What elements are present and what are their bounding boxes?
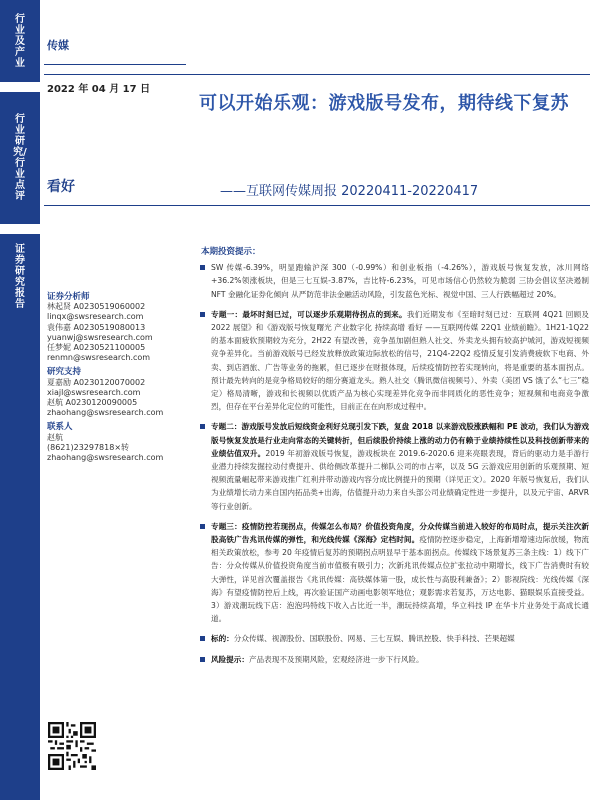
bullet-text: 产品表现不及预期风险，宏观经济进一步下行风险。 <box>248 654 424 664</box>
sidebar-block-industry <box>0 0 40 82</box>
contact-line: zhaohang@swsresearch.com <box>47 453 164 463</box>
sidebar-label-research: 行业研究/行业点评 <box>13 114 27 202</box>
left-sidebar <box>0 0 40 800</box>
contact-line: (8621)23297818×转 <box>47 442 130 452</box>
analyst-line: renmn@swsresearch.com <box>47 353 151 363</box>
divider-industry <box>44 64 186 65</box>
summary-bullet-risk <box>199 653 589 666</box>
summary-bullet-targets <box>199 632 589 645</box>
bullet-lead: 标的： <box>211 634 234 644</box>
sidebar-label-report: 证券研究报告 <box>15 244 25 310</box>
support-line: 赵航 A0230120090005 <box>47 398 138 408</box>
support-line: 夏嘉励 A0230120070002 <box>47 377 146 387</box>
bullet-text: 疫情防控逐步稳定，上海新增增速边际放缓，物流相关政策放松，参考 20 年疫情后复苏的预期拐点明显早于基本面拐点。传媒线下场景复苏三条主线：1）线下广告：分众传媒从价值投资角度当前市值极有吸引力；次新兆讯传媒点位扩张拉动中期增长，线下广告消费时有较大弹性，详见首次覆盖报告《兆讯传媒：高铁媒体第一股，成长性与高股利兼备》；2）影视院线：光线传媒《深海》有望疫情防控后上线，再次验证国产动画电影领军地位；观影需求若复苏，万达电影、猫眼娱乐直接受益。3）游戏潮玩线下店：泡泡玛特线下收入占比近一半，潮玩持续高增，华立科技 IP 在华卡片业务处于高成长通道。 <box>211 535 590 624</box>
support-line: xiajl@swsresearch.com <box>47 387 141 397</box>
analyst-line: 任梦妮 A0230521100005 <box>47 343 146 353</box>
rating-label: 看好 <box>47 179 75 195</box>
contact-heading: 联系人 <box>47 422 73 433</box>
summary-bullet-market <box>199 261 589 301</box>
summary-bullet-topic3 <box>199 520 589 626</box>
industry-label: 传媒 <box>47 39 69 52</box>
sidebar-label-industry: 行业及产业 <box>15 13 25 69</box>
support-heading: 研究支持 <box>47 367 82 378</box>
bullet-lead: 专题三：疫情防控若现拐点，传媒怎么布局？价值投资角度，分众传媒当前进入较好的布局时点，提示关注次新股高铁广告兆讯传媒的弹性，和光线传媒《深海》定档时间。 <box>211 521 589 545</box>
divider-header-bottom <box>44 205 590 206</box>
summary-bullet-topic2 <box>199 420 589 512</box>
investment-summary <box>199 246 589 673</box>
analyst-line: 林起贤 A0230519060002 <box>47 302 146 312</box>
bullet-text: 我们近期发布《至暗时刻已过：互联网 4Q21 回顾及 2022 展望》和《游戏版号恢复曙光 产业数字化 持续高增 看好 ——互联网传媒 22Q1 业绩前瞻》。1H21-1Q22 的基本面疲软预期较为充分，2H22 有望改善，竞争虽加剧但熟人社交、外卖龙头拥有较高护城河，游戏短视频竞争差异化。当前游戏版号已经发放释放政策边际放松的信号，21Q4-22Q2 疫情反复引发消费疲软下电商、外卖、到店酒旅、广告等业务的拖累，但已逐步在财报体现，后续疫情防控若实现转向，将是重要的基本面拐点。预计最先转向的是竞争格局较好的细分赛道龙头。熟人社交（腾讯微信视频号）、外卖（美团 VS 饿了么“七三”稳定）格局清晰，游戏和长视频以优质产品为核心实现差异化竞争而非同质化的恶性竞争；短视频和电商竞争激烈，但存在平台差异化定位的可能性，目前正在在向形成过程中。 <box>211 309 589 412</box>
contact-line: 赵航 <box>47 432 63 442</box>
bullet-lead: 风险提示： <box>211 654 249 664</box>
qr-code-icon <box>48 722 96 770</box>
analyst-line: linqx@swsresearch.com <box>47 312 144 322</box>
analyst-line: yuanwj@swsresearch.com <box>47 332 153 342</box>
analyst-line: 袁伟嘉 A0230519080013 <box>47 322 146 332</box>
summary-heading: 本期投资提示： <box>201 247 261 257</box>
report-subtitle: ——互联网传媒周报 20220411-20220417 <box>220 184 479 199</box>
sidebar-block-research <box>0 92 40 224</box>
support-line: zhaohang@swsresearch.com <box>47 408 164 418</box>
report-title: 可以开始乐观：游戏版号发布，期待线下复苏 <box>199 93 569 114</box>
sidebar-block-report <box>0 234 40 800</box>
bullet-lead: 专题一：最坏时刻已过，可以逐步乐观期待拐点的到来。 <box>211 309 407 319</box>
bullet-text: 分众传媒、视源股份、国联股份、网易、三七互娱、腾讯控股、快手科技、芒果超媒 <box>233 634 515 644</box>
report-date: 2022 年 04 月 17 日 <box>47 84 151 95</box>
divider-top <box>44 74 590 75</box>
bullet-text: SW 传媒-6.39%，明显跑输沪深 300（-0.99%）和创业板指（-4.26%），游戏版号恢复发放，冰川网络+36.2%领涨板块，但是三七互娱-3.87%，吉比特-6.23%，可见市场信心仍然较为脆弱 三协会倡议坚决遏制 NFT 金融化证券化倾向 从严防范非法金融活动风险，引发蓝色光标、视觉中国、三人行跌幅超过 20%。 <box>211 263 589 299</box>
analyst-heading: 证券分析师 <box>47 292 90 302</box>
summary-bullet-topic1 <box>199 308 589 414</box>
bullet-text: 2019 年初游戏版号恢复，游戏板块在 2019.6-2020.6 迎来亮眼表现，背后的驱动力是手游行业潜力持续发掘拉动付费提升、供给侧改革提升二梯队公司的市占率，以及 5G 云游戏应用创新的乐观预期、短视频流量崛起带来游戏推广红利并带动游戏内容分成比例提升的预期（详见正文）。2020 年版号恢复后，我们认为业绩增长动力来自国内拓品类+出海，估值提升动力来自头部公司业绩确定性进一步提升，以及元宇宙、ARVR 等行业创新。 <box>211 448 590 511</box>
bullet-lead: 专题二：游戏版号发放后短线资金利好兑现引发下跌，复盘 2018 以来游戏股涨跌幅和 PE 波动，我们认为游戏版号恢复发放是行业走向常态的关键转折，但后续股价持续上涨的动力仍有赖于业绩持续性以及科技创新带来的业绩估值双升。 <box>211 422 589 458</box>
analyst-info <box>47 292 187 463</box>
